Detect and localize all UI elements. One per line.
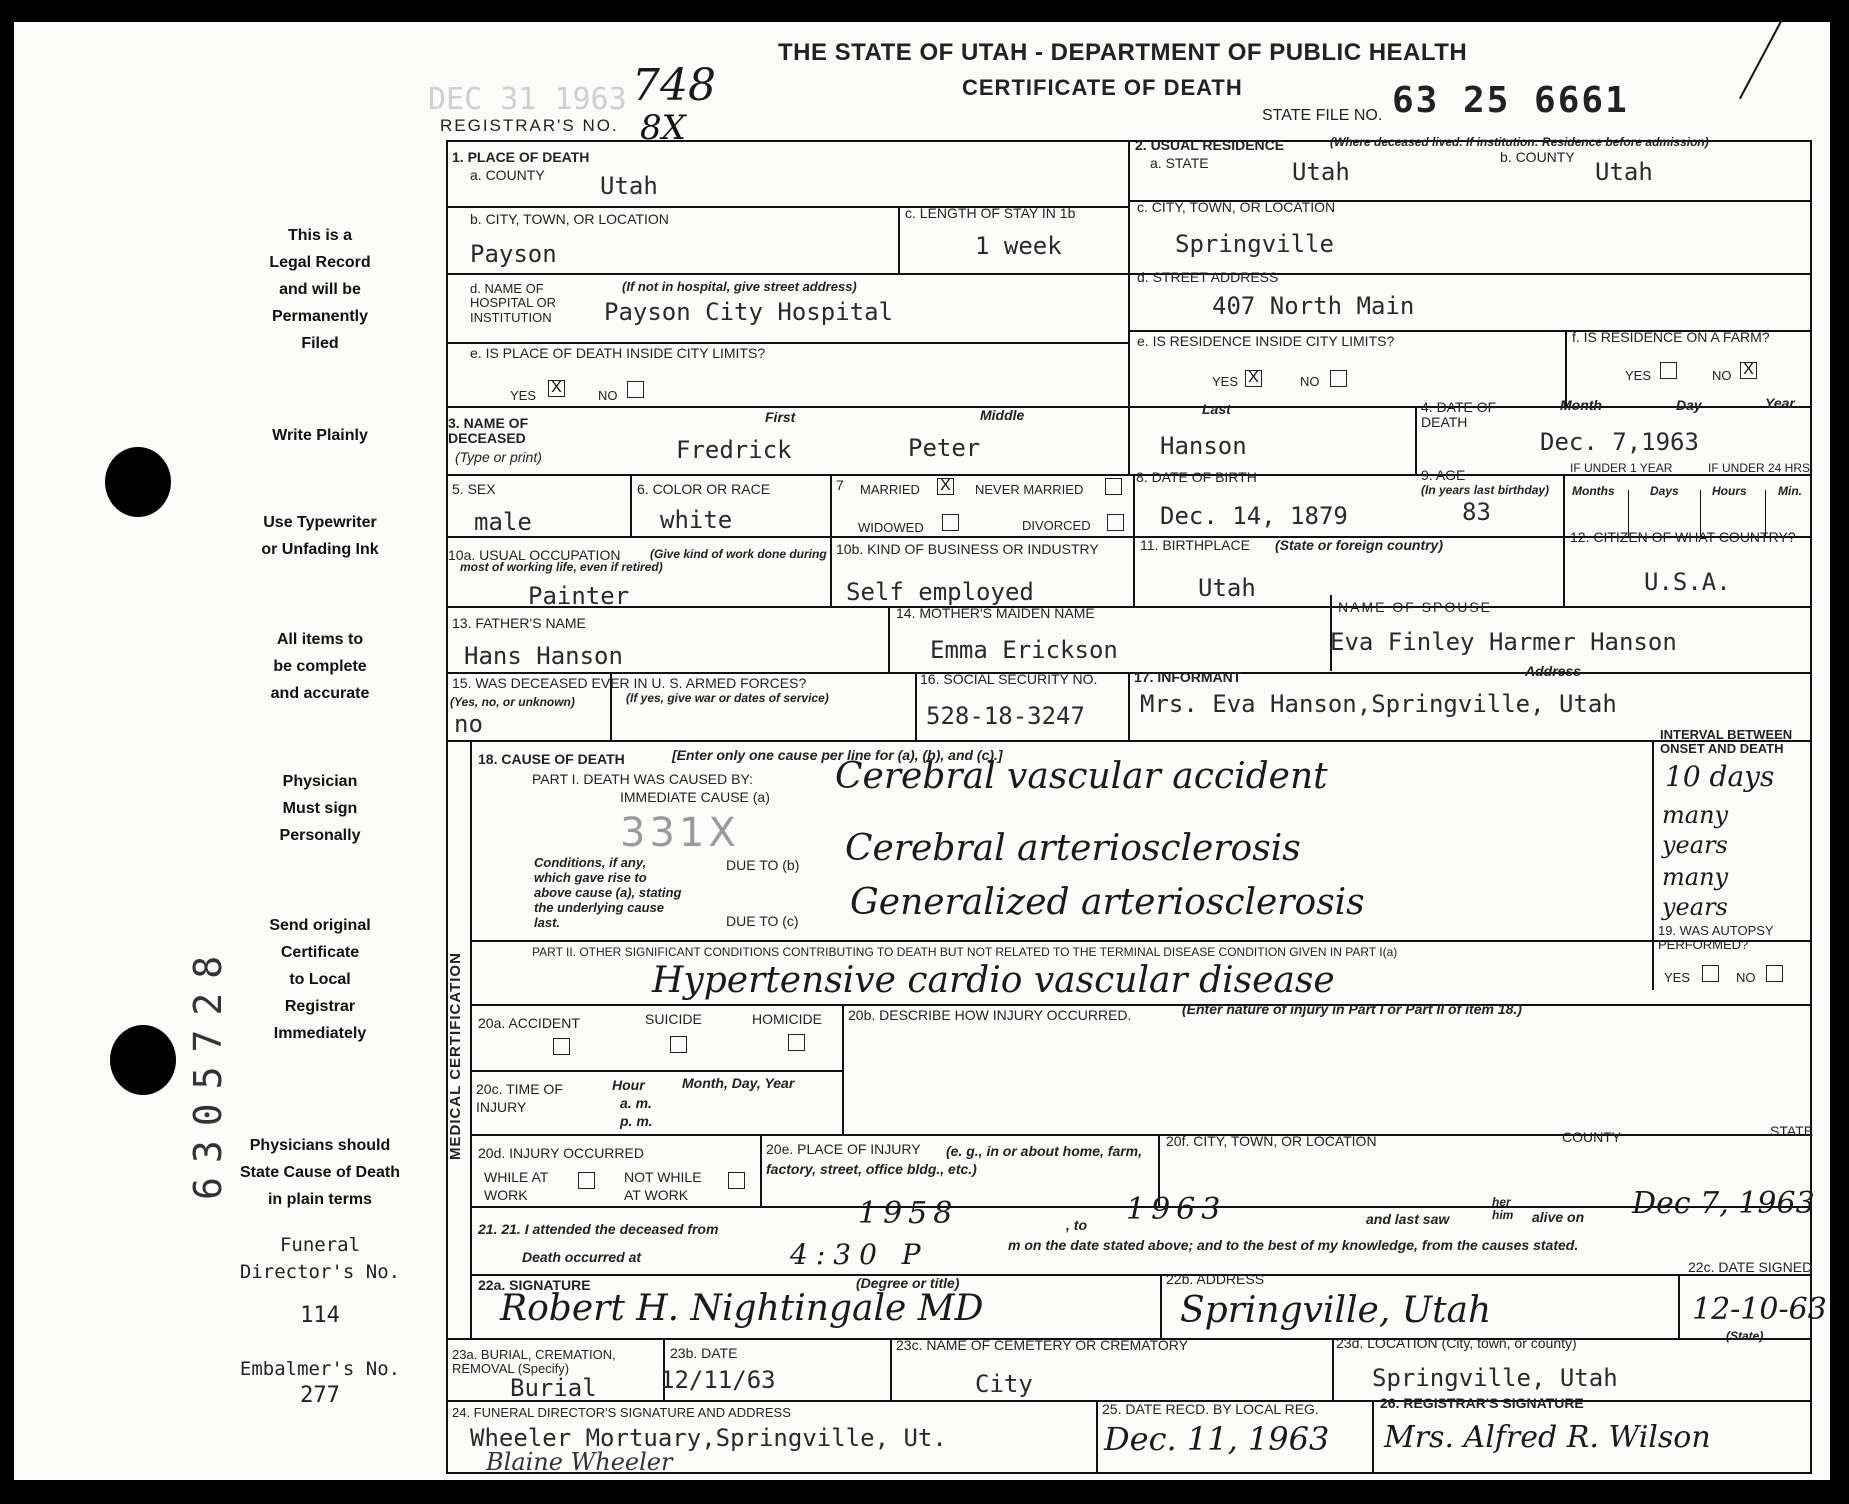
res-inside-city-label: e. IS RESIDENCE INSIDE CITY LIMITS? xyxy=(1137,333,1395,349)
him-label: her him xyxy=(1492,1195,1514,1223)
medical-certification-vertical: MEDICAL CERTIFICATION xyxy=(447,952,464,1160)
registrar-number: 748 xyxy=(632,60,716,111)
to-label: , to xyxy=(1066,1217,1087,1233)
alive-on-label: alive on xyxy=(1532,1209,1585,1225)
date-of-death-value: Dec. 7,1963 xyxy=(1540,428,1699,456)
accident-label: 20a. ACCIDENT xyxy=(478,1015,580,1031)
age-label: 9. AGE xyxy=(1421,467,1466,483)
attended-from-value: 1958 xyxy=(858,1196,959,1231)
homicide-checkbox[interactable] xyxy=(788,1034,805,1051)
citizen-value: U.S.A. xyxy=(1644,568,1731,596)
degree-label: (Degree or title) xyxy=(856,1275,960,1291)
funeral-director-signature: Blaine Wheeler xyxy=(486,1448,673,1476)
autopsy-no-checkbox[interactable] xyxy=(1766,965,1783,982)
note-physician-sign: Physician Must sign Personally xyxy=(279,773,361,844)
cause-code: 331X xyxy=(620,810,740,856)
location-state-label: (State) xyxy=(1726,1329,1764,1343)
punch-hole-top xyxy=(105,447,171,517)
while-at-work-checkbox[interactable] xyxy=(578,1172,595,1189)
hours-label: Hours xyxy=(1712,484,1747,498)
length-of-stay-value: 1 week xyxy=(975,232,1062,260)
death-occurred-label: Death occurred at xyxy=(522,1249,642,1265)
suicide-label: SUICIDE xyxy=(645,1011,702,1027)
inside-city-no-checkbox[interactable] xyxy=(627,381,644,398)
day-label: Day xyxy=(1676,397,1702,413)
farm-no-checkbox[interactable]: X xyxy=(1740,362,1757,379)
injury-county-label: COUNTY xyxy=(1562,1129,1622,1145)
date-of-death-label: 4. DATE OF DEATH xyxy=(1421,399,1497,431)
city-injury-label: 20f. CITY, TOWN, OR LOCATION xyxy=(1166,1133,1377,1149)
date-signed-label: 22c. DATE SIGNED xyxy=(1688,1259,1813,1275)
place-of-death-label: 1. PLACE OF DEATH xyxy=(452,149,590,165)
death-county-value: Utah xyxy=(600,172,658,200)
middle-label: Middle xyxy=(980,407,1025,423)
age-note: (In years last birthday) xyxy=(1421,483,1550,497)
res-inside-no-checkbox[interactable] xyxy=(1330,370,1347,387)
spouse-value: Eva Finley Harmer Hanson xyxy=(1330,628,1677,656)
physician-address: Springville, Utah xyxy=(1180,1290,1492,1331)
months-label: Months xyxy=(1572,484,1615,498)
attended-label: 21. 21. I attended the deceased from xyxy=(478,1221,719,1237)
birthplace-label: 11. BIRTHPLACE xyxy=(1140,537,1250,553)
citizen-label: 12. CITIZEN OF WHAT COUNTRY? xyxy=(1570,529,1796,545)
injury-occurred-label: 20d. INJURY OCCURRED xyxy=(478,1145,644,1161)
armed-forces-value: no xyxy=(454,710,483,738)
res-street-value: 407 North Main xyxy=(1212,292,1415,320)
middle-name-value: Peter xyxy=(908,434,981,462)
never-married-checkbox[interactable] xyxy=(1105,478,1122,495)
physician-signature: Robert H. Nightingale MD xyxy=(500,1288,984,1329)
month-label: Month xyxy=(1560,397,1602,413)
registrar-signature: Mrs. Alfred R. Wilson xyxy=(1384,1420,1711,1455)
under-1-year-label: IF UNDER 1 YEAR xyxy=(1570,461,1673,475)
hospital-label: d. NAME OF HOSPITAL OR INSTITUTION xyxy=(470,281,556,325)
burial-method-value: Burial xyxy=(510,1374,597,1402)
res-street-label: d. STREET ADDRESS xyxy=(1137,269,1279,285)
widowed-label: WIDOWED xyxy=(858,520,924,535)
cemetery-value: City xyxy=(975,1370,1033,1398)
days-label: Days xyxy=(1650,484,1679,498)
note-state-cause: Physicians should State Cause of Death in plain terms xyxy=(239,1137,401,1208)
first-label: First xyxy=(765,409,796,425)
part1-label: PART I. DEATH WAS CAUSED BY: xyxy=(532,771,753,787)
cause-b-value: Cerebral arteriosclerosis xyxy=(845,828,1301,869)
date-stamp: DEC 31 1963 xyxy=(428,82,627,117)
dob-label: 8. DATE OF BIRTH xyxy=(1136,469,1257,485)
registrar-no-label: REGISTRAR'S NO. xyxy=(440,116,619,135)
res-city-value: Springville xyxy=(1175,230,1334,258)
spouse-label: NAME OF SPOUSE xyxy=(1338,599,1493,615)
ssn-label: 16. SOCIAL SECURITY NO. xyxy=(920,671,1098,687)
year-label: Year xyxy=(1765,395,1795,411)
while-at-work-label: WHILE AT WORK xyxy=(484,1169,549,1203)
farm-label: f. IS RESIDENCE ON A FARM? xyxy=(1572,329,1770,345)
armed-forces-note-2: (If yes, give war or dates of service) xyxy=(626,691,829,705)
last-label: Last xyxy=(1202,401,1231,417)
never-married-label: NEVER MARRIED xyxy=(975,482,1084,497)
inside-city-yes-checkbox[interactable]: X xyxy=(548,380,565,397)
note-legal-record: This is a Legal Record and will be Permanently Filed xyxy=(269,227,371,352)
date-recd-value: Dec. 11, 1963 xyxy=(1104,1420,1330,1458)
sex-label: 5. SEX xyxy=(452,481,496,497)
inside-city-yes-label: YES xyxy=(510,388,537,403)
autopsy-yes-label: YES xyxy=(1664,970,1691,985)
registrar-no-crossout: 8X xyxy=(640,108,686,148)
autopsy-label: 19. WAS AUTOPSY PERFORMED? xyxy=(1658,923,1774,953)
attended-to-value: 1963 xyxy=(1126,1192,1227,1227)
immediate-cause-label: IMMEDIATE CAUSE (a) xyxy=(620,789,770,805)
informant-address-label: Address xyxy=(1525,663,1582,679)
dob-value: Dec. 14, 1879 xyxy=(1160,502,1348,530)
address-label: 22b. ADDRESS xyxy=(1166,1271,1265,1287)
father-value: Hans Hanson xyxy=(464,642,623,670)
business-label: 10b. KIND OF BUSINESS OR INDUSTRY xyxy=(836,541,1099,557)
last-saw-value: Dec 7, 1963 xyxy=(1632,1186,1815,1221)
mother-value: Emma Erickson xyxy=(930,636,1118,664)
res-state-label: a. STATE xyxy=(1150,155,1209,171)
occupation-note: (Give kind of work done during most of working life, even if retired) xyxy=(460,547,827,575)
divorced-label: DIVORCED xyxy=(1022,518,1091,533)
deceased-name-sub: (Type or print) xyxy=(455,449,542,465)
farm-yes-checkbox[interactable] xyxy=(1660,362,1677,379)
interval-label: INTERVAL BETWEEN ONSET AND DEATH xyxy=(1660,727,1793,757)
due-to-c-label: DUE TO (c) xyxy=(726,913,799,929)
business-value: Self employed xyxy=(846,578,1034,606)
res-state-value: Utah xyxy=(1292,158,1350,186)
cause-c-value: Generalized arteriosclerosis xyxy=(850,882,1365,923)
res-city-label: c. CITY, TOWN, OR LOCATION xyxy=(1137,199,1336,215)
note-all-items: All items to be complete and accurate xyxy=(270,631,370,702)
homicide-label: HOMICIDE xyxy=(752,1011,822,1027)
not-while-at-work-label: NOT WHILE AT WORK xyxy=(624,1169,702,1203)
suicide-checkbox[interactable] xyxy=(670,1036,687,1053)
father-label: 13. FATHER'S NAME xyxy=(452,615,586,631)
cause-note: [Enter only one cause per line for (a), (b), and (c).] xyxy=(672,747,1003,763)
injury-desc-label: 20b. DESCRIBE HOW INJURY OCCURRED. xyxy=(848,1007,1132,1023)
vertical-serial-number: 6305728 xyxy=(186,941,230,1200)
embalmer-no-label: Embalmer's No. xyxy=(239,1358,401,1380)
registrar-signature-label: 26. REGISTRAR'S SIGNATURE xyxy=(1380,1395,1584,1411)
ssn-value: 528-18-3247 xyxy=(926,702,1085,730)
location-value: Springville, Utah xyxy=(1372,1364,1618,1392)
cause-label: 18. CAUSE OF DEATH xyxy=(478,751,625,767)
death-city-value: Payson xyxy=(470,240,557,268)
mdy-label: Month, Day, Year xyxy=(682,1075,795,1091)
part2-value: Hypertensive cardio vascular disease xyxy=(652,960,1335,1001)
interval-a-value: 10 days xyxy=(1665,760,1775,793)
part2-label: PART II. OTHER SIGNIFICANT CONDITIONS CONTRIBUTING TO DEATH BUT NOT RELATED TO THE TERMINAL DISEASE CONDITION GIVEN IN PART I(a) xyxy=(532,945,1398,959)
mother-label: 14. MOTHER'S MAIDEN NAME xyxy=(896,605,1095,621)
widowed-checkbox[interactable] xyxy=(942,514,959,531)
state-file-number: 63 25 6661 xyxy=(1392,80,1629,121)
date-recd-label: 25. DATE RECD. BY LOCAL REG. xyxy=(1102,1401,1319,1417)
farm-yes-label: YES xyxy=(1625,368,1652,383)
cemetery-label: 23c. NAME OF CEMETERY OR CREMATORY xyxy=(896,1337,1188,1353)
certificate-title: CERTIFICATE OF DEATH xyxy=(962,75,1243,100)
county-label: a. COUNTY xyxy=(470,167,545,183)
state-title: THE STATE OF UTAH - DEPARTMENT OF PUBLIC HEALTH xyxy=(778,39,1468,66)
place-injury-label: 20e. PLACE OF INJURY xyxy=(766,1141,921,1157)
embalmer-no: 277 xyxy=(300,1383,340,1408)
note-send-original: Send original Certificate to Local Registrar Immediately xyxy=(269,917,371,1042)
interval-c-value: many years xyxy=(1662,863,1729,921)
time-of-injury-label: 20c. TIME OF INJURY xyxy=(476,1081,563,1115)
hospital-note: (If not in hospital, give street address) xyxy=(622,279,857,294)
deceased-name-label: 3. NAME OF DECEASED xyxy=(448,415,529,447)
occupation-value: Painter xyxy=(528,582,630,610)
am-label: a. m. xyxy=(620,1095,652,1111)
res-inside-no-label: NO xyxy=(1300,374,1320,389)
punch-hole-bottom xyxy=(110,1025,176,1095)
res-inside-yes-checkbox[interactable]: X xyxy=(1245,370,1262,387)
birthplace-note: (State or foreign country) xyxy=(1275,537,1444,553)
marital-num: 7 xyxy=(836,477,844,493)
burial-date-label: 23b. DATE xyxy=(670,1345,738,1361)
age-value: 83 xyxy=(1462,498,1491,526)
hour-label: Hour xyxy=(612,1077,645,1093)
due-to-b-label: DUE TO (b) xyxy=(726,857,800,873)
funeral-director-label: 24. FUNERAL DIRECTOR'S SIGNATURE AND ADDRESS xyxy=(452,1405,791,1420)
city-label: b. CITY, TOWN, OR LOCATION xyxy=(470,211,669,227)
res-county-value: Utah xyxy=(1595,158,1653,186)
armed-forces-label: 15. WAS DECEASED EVER IN U. S. ARMED FORCES? xyxy=(452,675,807,691)
state-file-no-label: STATE FILE NO. xyxy=(1262,107,1383,124)
res-inside-yes-label: YES xyxy=(1212,374,1239,389)
note-write-plainly: Write Plainly xyxy=(272,427,368,444)
autopsy-yes-checkbox[interactable] xyxy=(1702,965,1719,982)
last-name-value: Hanson xyxy=(1160,432,1247,460)
note-use-typewriter: Use Typewriter or Unfading Ink xyxy=(261,514,379,558)
pm-label: p. m. xyxy=(620,1113,653,1129)
burial-method-label: 23a. BURIAL, CREMATION, REMOVAL (Specify) xyxy=(452,1347,616,1376)
place-injury-note: (e. g., in or about home, farm, factory, street, office bldg., etc.) xyxy=(766,1143,1143,1177)
location-label: 23d. LOCATION (City, town, or county) xyxy=(1336,1335,1577,1351)
inside-city-label: e. IS PLACE OF DEATH INSIDE CITY LIMITS? xyxy=(470,345,766,361)
informant-label: 17. INFORMANT xyxy=(1134,669,1242,685)
divorced-checkbox[interactable] xyxy=(1107,514,1124,531)
inside-city-no-label: NO xyxy=(598,388,618,403)
hospital-value: Payson City Hospital xyxy=(604,298,893,326)
first-name-value: Fredrick xyxy=(676,436,792,464)
funeral-director-no-label: Funeral Director's No. xyxy=(239,1234,401,1283)
under-24-hrs-label: IF UNDER 24 HRS. xyxy=(1708,461,1814,475)
autopsy-no-label: NO xyxy=(1736,970,1756,985)
burial-date-value: 12/11/63 xyxy=(660,1366,776,1394)
injury-desc-note: (Enter nature of injury in Part I or Part II of item 18.) xyxy=(1182,1001,1522,1017)
death-occurred-suffix: m on the date stated above; and to the best of my knowledge, from the causes stated. xyxy=(1008,1237,1579,1253)
min-label: Min. xyxy=(1778,484,1802,498)
occupation-label: 10a. USUAL OCCUPATION xyxy=(448,547,621,563)
usual-residence-label: 2. USUAL RESIDENCE xyxy=(1135,137,1285,153)
interval-b-value: many years xyxy=(1662,801,1729,859)
signature-label: 22a. SIGNATURE xyxy=(478,1277,591,1293)
funeral-director-value: Wheeler Mortuary,Springville, Ut. xyxy=(470,1424,947,1452)
farm-no-label: NO xyxy=(1712,368,1732,383)
length-of-stay-label: c. LENGTH OF STAY IN 1b xyxy=(905,205,1076,221)
date-signed-value: 12-10-63 xyxy=(1692,1292,1827,1327)
color-value: white xyxy=(660,506,733,534)
accident-checkbox[interactable] xyxy=(553,1038,570,1055)
cause-a-value: Cerebral vascular accident xyxy=(835,756,1328,797)
funeral-director-no: 114 xyxy=(300,1303,340,1328)
sex-value: male xyxy=(474,508,532,536)
married-checkbox[interactable]: X xyxy=(937,478,954,495)
death-time-value: 4:30 P xyxy=(790,1238,929,1271)
injury-state-label: STATE xyxy=(1770,1123,1814,1139)
conditions-note: Conditions, if any, which gave rise to above cause (a), stating the underlying cause last. xyxy=(534,855,682,930)
color-label: 6. COLOR OR RACE xyxy=(637,481,771,497)
res-county-label: b. COUNTY xyxy=(1500,149,1575,165)
armed-forces-note-1: (Yes, no, or unknown) xyxy=(450,695,575,709)
last-saw-label: and last saw xyxy=(1366,1211,1450,1227)
birthplace-value: Utah xyxy=(1198,574,1256,602)
married-label: MARRIED xyxy=(860,482,920,497)
not-while-at-work-checkbox[interactable] xyxy=(728,1172,745,1189)
usual-residence-note: (Where deceased lived. If institution: Residence before admission) xyxy=(1330,135,1709,149)
informant-value: Mrs. Eva Hanson,Springville, Utah xyxy=(1140,690,1617,718)
